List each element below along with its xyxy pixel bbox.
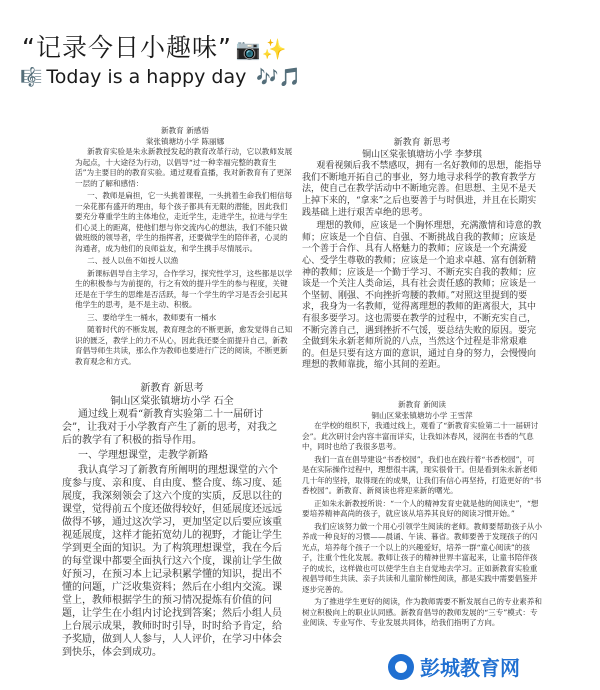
article-2-paragraph: 理想的教师，应该是一个胸怀理想，充满激情和诗意的教师；应该是一个自信、自强、不断挑战自我的教师；应该是一个善于合作、具有人格魅力的教师；应该是一个充满爱心、受学生尊敬的教师；应该是一个追求卓越、富有创新精神的教师；应该是一个勤于学习、不断充实自我的教师；应该是一个关注人类命运，具有社会责任感的教师；应该是一个坚韧、刚强、不向挫折弯腰的教师。”对照这里提到的要求，我身为一名教师，觉得离理想的教师的距离很大，其中有很多要学习。这也需要在教学的过程中，不断充实自己，不断完善自己，遇到挫折不气馁，要总结失败的原因。要完全做到朱永新老师所说的八点，当然这个过程是非常艰难的。但是只要有这方面的意识，通过自身的努力，会慢慢向理想的教师靠拢，缩小其间的差距。 (302, 221, 542, 371)
article-1-paragraph: 随着时代的不断发展，教育理念的不断更新，愈发觉得自己知识的匮乏，教学上的力不从心，因此我还要全面提升自己，新教育倡导师生共读，那么作为教师也要进行广泛的阅读，不断更新教育观念和方式。 (75, 325, 293, 366)
music-notes-icon: 🎶🎵 (256, 67, 302, 88)
site-logo-icon (388, 654, 414, 680)
article-3-author: 铜山区棠张镇塘坊小学 石全 (110, 396, 234, 407)
article-2-author: 铜山区棠张镇塘坊小学 李梦琪 (362, 149, 482, 160)
article-4-paragraph: 在学校的组织下，我通过线上，观看了“新教育实验第二十一届研讨会”。此次研讨会内容丰富而详实，让我如沐春风，浸润在书香的气息中，同时也给了我很多思考。 (302, 421, 539, 451)
article-4-paragraph: 正如朱永新教授所说：“一个人的精神发育史就是他的阅读史”，“想要培养精神高尚的孩子，就应该从培养其良好的阅读习惯开始。” (302, 498, 539, 518)
article-4-heading: 新教育 新阅读 (398, 400, 446, 409)
subtitle-text: Today is a happy day (46, 66, 247, 88)
article-3-paragraph: 一、学理想课堂，走教学新路 (78, 450, 208, 461)
article-panel-1 (75, 126, 295, 366)
article-3-paragraph: 我认真学习了新教育所阐明的理想课堂的六个度参与度、亲和度、自由度、整合度、练习度、延展度，我深刻领会了这六个度的实质，反思以往的课堂，觉得前五个度还做得较好，但延展度还远远做得不够，通过这次学习，更加坚定以后要应该重视延展度，这样才能拓宽幼儿的视野，才能让学生学到更全面的知识。为了构筑理想课堂，我在今后的每堂课中都要全面执行这六个度，课前让学生做好预习，在预习本上记录积累学懂的知识，提出不懂的问题，广泛收集资料；然后在小组内交流。课堂上，教师根据学生的预习情况提炼有价值的问题，让学生在小组内讨论找到答案；然后小组人员上台展示成果，教师时时引导，时时给予肯定，给予奖励，做到人人参与，人人评价，在学习中体会到快乐，体会到成功。 (62, 465, 282, 658)
article-1-paragraph: 二、授人以鱼不如授人以渔 (87, 256, 179, 265)
article-panel-4 (302, 400, 542, 650)
watermark-text: 彭城教育网 (420, 656, 520, 680)
article-1-author: 棠张镇塘坊小学 陈丽娜 (145, 136, 225, 146)
camera-sparkle-icon: 📷✨ (235, 37, 288, 61)
article-1-paragraph: 三、要给学生一桶水，教师要有一桶水 (87, 312, 217, 322)
article-3-paragraph: 通过线上观看“新教育实验第二十一届研讨会”，让我对于小学教育产生了新的思考，对我之后的教学有了积极的指导作用。 (62, 409, 278, 446)
article-4-author: 铜山区棠张镇塘坊小学 王雪萍 (371, 410, 473, 420)
article-2-paragraph: 观看视频后我不禁感叹，拥有一名好教师的思想，能指导我们不断地开拓自己的事业，努力地寻求科学的教育教学方法，使自己在教学活动中不断地完善。但思想、主见不是天上掉下来的，“拿来”之后也要善于与时俱进，并且在长期实践基础上进行艰苦卓绝的思考。 (302, 161, 542, 218)
article-4-paragraph: 我们一直在倡导建设“书香校园”，我们也在践行着“书香校园”，可是在实际操作过程中，理想很丰满，现实很骨干。但是看到朱永新老师几十年的坚持，取得现在的成果，让我们有信心再坚持，打造更好的“书香校园”。新教育、新阅读也将迎来新的曙光。 (302, 454, 542, 495)
article-2-heading: 新教育 新思考 (393, 138, 451, 148)
article-4-paragraph: 我们应该努力做一个用心引领学生阅读的老师。教师要帮助孩子从小养成一种良好的习惯——晨诵、午读、暮省。教师要善于发现孩子的闪光点，培养每个孩子一个以上的兴趣爱好，培养一群“童心阅读”的孩子，注重个性化发展。教师让孩子的精神世界丰富起来，让童书陪伴孩子的成长，这样做也可以使学生自主自觉地去学习。正如新教育实验重视倡导师生共读、亲子共读和儿童阶梯性阅读，都是实践中需要倡鉴并逐步完善的。 (302, 521, 542, 594)
article-1-heading: 新教育 新感悟 (161, 126, 209, 135)
article-1-paragraph: 新教育实验是朱永新教授发起的教育改革行动，它以教师发展为起点，十大途径为行动，以倡导“过一种幸福完整的教育生活”为主要目的的教育实验。通过观看直播，我对新教育有了更深一层的了解和感悟： (75, 147, 293, 188)
article-panel-3 (62, 382, 282, 682)
article-1-paragraph: 新课标倡导自主学习，合作学习，探究性学习，这些都是以学生的积极参与为前提的，行之有效的提升学生的参与程度，关键还是在于学生的思维是否活跃，每一个学生的学习是否会引起其他学生的思考，是不是主动、积极。 (75, 268, 293, 309)
site-watermark (388, 652, 520, 681)
title-text: “记录今日小趣味” (22, 33, 232, 62)
article-3-heading: 新教育 新思考 (140, 383, 204, 394)
article-1-paragraph: 一、教师是扁担，它一头挑着课程，一头挑着生命我们相信每一朵花都有盛开的理由，每个孩子都具有无限的潜能，因此我们要充分尊重学生的主体地位，走近学生，走进学生，拉进与学生们心灵上的距离，使他们想与你交流内心的想法，我们不能只做做班级的领导者，学生的指挥者，还要做学生的陪伴者，心灵的沟通者，成为他们的良师益友，和学生携手尽情展示。 (75, 191, 293, 253)
page-title (22, 28, 288, 64)
article-4-paragraph: 为了推进学生更好的阅读，作为教师需要不断发展自己的专业素养和树立积极向上的职业认同感。新教育倡导的教师发展的“三专”模式：专业阅读、专业写作、专业发展共同体，给我们指明了方向。 (302, 597, 542, 627)
article-panel-2 (302, 138, 542, 376)
music-score-icon: 🎼 (20, 67, 43, 88)
page-subtitle (16, 66, 305, 88)
